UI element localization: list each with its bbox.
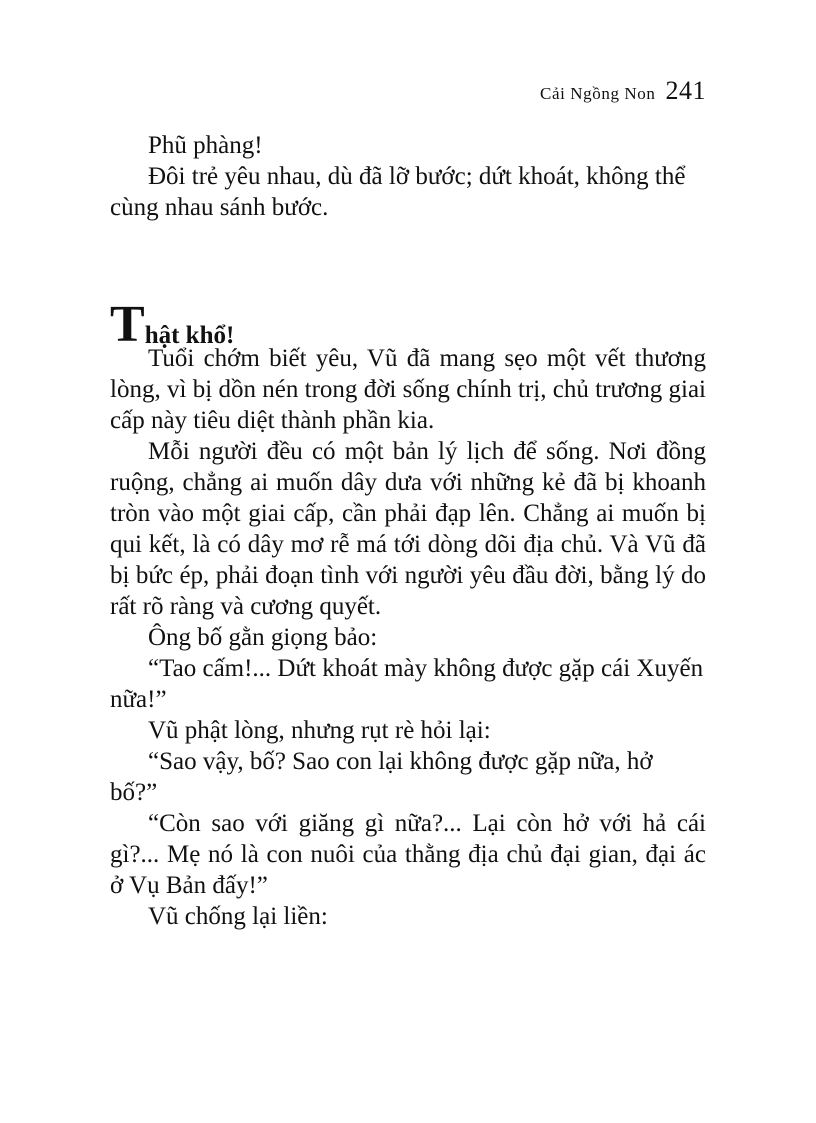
paragraph: Phũ phàng! xyxy=(148,132,263,159)
paragraph: “Tao cấm!... Dứt khoát mày không được gặp cái Xuyến nữa!” xyxy=(110,655,704,713)
paragraph: Mỗi người đều có một bản lý lịch để sống. Nơi đồng ruộng, chẳng ai muốn dây dưa với những kẻ đã bị khoanh tròn vào một giai cấp, cần phải đạp lên. Chẳng ai muốn bị qui kết, là có dây mơ rễ má tới dòng dõi địa chủ. Và Vũ đã bị bức ép, phải đoạn tình với người yêu đầu đời, bằng lý do rất rõ ràng và cương quyết. xyxy=(110,438,706,620)
body-text xyxy=(110,130,706,932)
section-heading xyxy=(110,296,706,353)
running-header xyxy=(540,76,706,106)
paragraph: Đôi trẻ yêu nhau, dù đã lỡ bước; dứt khoát, không thể cùng nhau sánh bước. xyxy=(110,163,686,221)
page-number: 241 xyxy=(665,76,706,105)
paragraph: “Còn sao với giăng gì nữa?... Lại còn hở với hả cái gì?... Mẹ nó là con nuôi của thằng địa chủ đại gian, đại ác ở Vụ Bản đấy!” xyxy=(110,810,706,899)
paragraph: “Sao vậy, bố? Sao con lại không được gặp nữa, hở bố?” xyxy=(110,748,653,806)
book-title: Cải Ngồng Non xyxy=(540,84,656,103)
section-heading-text: hật khổ! xyxy=(144,322,235,349)
paragraph: Vũ chống lại liền: xyxy=(148,903,328,930)
paragraph: Ông bố gằn giọng bảo: xyxy=(148,624,378,651)
drop-cap: T xyxy=(110,296,145,353)
paragraph: Tuổi chớm biết yêu, Vũ đã mang sẹo một vết thương lòng, vì bị dồn nén trong đời sống chính trị, chủ trương giai cấp này tiêu diệt thành phần kia. xyxy=(110,345,706,434)
paragraph: Vũ phật lòng, nhưng rụt rè hỏi lại: xyxy=(148,717,491,744)
section-break xyxy=(110,223,706,303)
